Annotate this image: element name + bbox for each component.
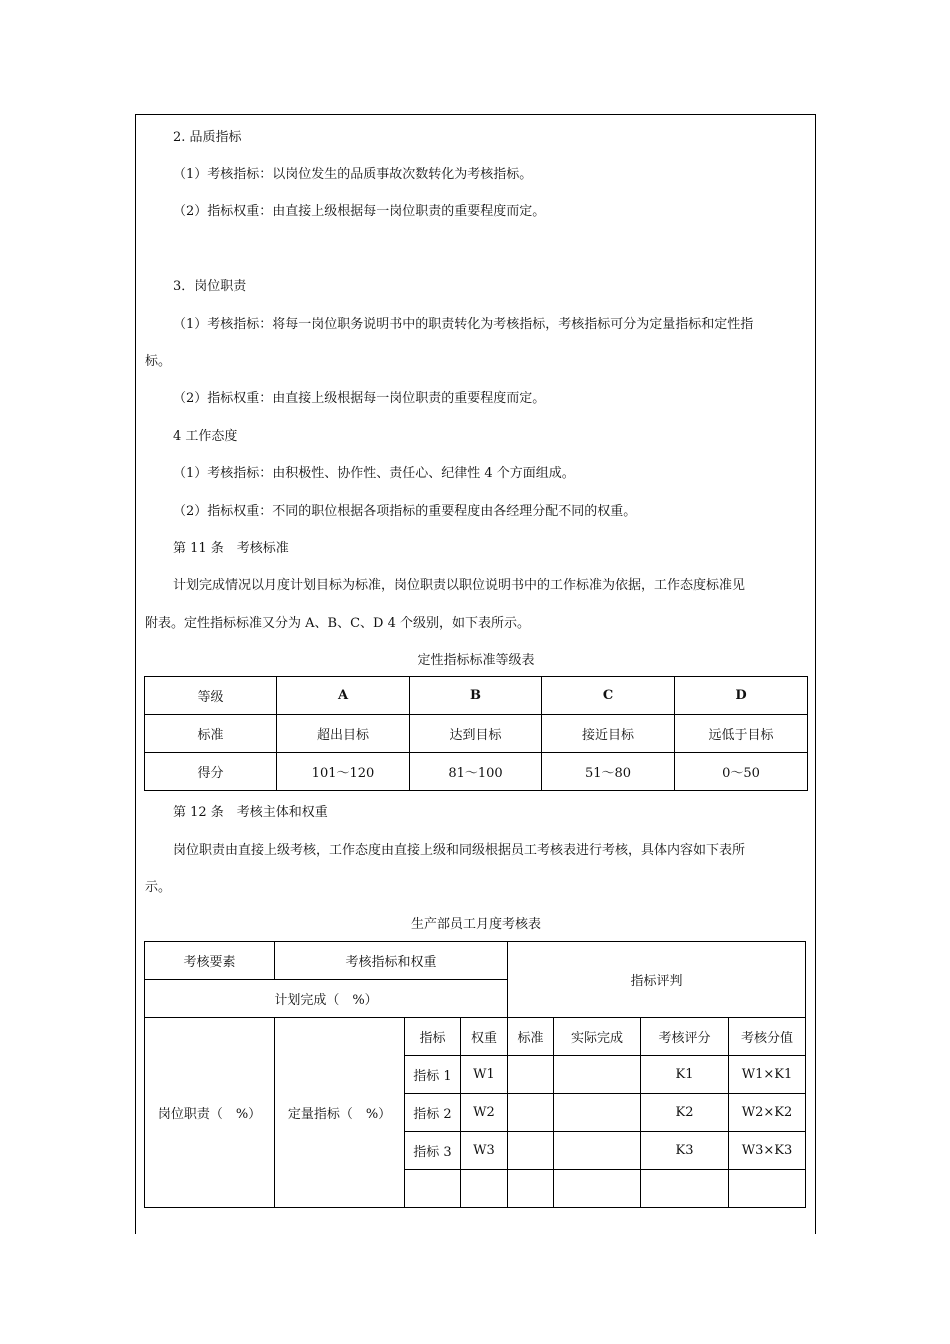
table-cell — [554, 1056, 641, 1094]
table-cell — [554, 1094, 641, 1132]
grade-header-cell: A — [277, 677, 410, 715]
grade-cell: 0～50 — [675, 753, 808, 791]
column-header-cell: 实际完成 — [554, 1018, 641, 1056]
grade-cell: 81～100 — [410, 753, 542, 791]
table-cell: W3×K3 — [729, 1132, 806, 1170]
grade-cell: 超出目标 — [277, 715, 410, 753]
table-cell: W2×K2 — [729, 1094, 806, 1132]
article-11-title: 第 11 条 考核标准 — [173, 541, 289, 556]
grade-cell: 达到目标 — [410, 715, 542, 753]
evaluation-header-cell: 指标评判 — [508, 942, 806, 1018]
section-3-item-1: （1）考核指标：将每一岗位职务说明书中的职责转化为考核指标，考核指标可分为定量指标和定性指 — [173, 317, 754, 332]
grade-cell: 接近目标 — [542, 715, 675, 753]
column-header-cell: 指标 — [405, 1018, 461, 1056]
indicator-weight-header-cell: 考核指标和权重 — [275, 942, 508, 980]
grade-table-header-row — [145, 677, 808, 715]
grade-table — [144, 676, 808, 791]
post-duty-cell: 岗位职责（ %） — [145, 1018, 275, 1208]
table-cell — [508, 1170, 554, 1208]
monthly-table-caption: 生产部员工月度考核表 — [410, 917, 541, 932]
table-cell — [554, 1170, 641, 1208]
table-cell — [508, 1132, 554, 1170]
grade-header-cell: 等级 — [145, 677, 277, 715]
table-cell — [641, 1170, 729, 1208]
section-4-title: 4 工作态度 — [173, 429, 238, 444]
table-cell: W1 — [461, 1056, 508, 1094]
table-cell: W2 — [461, 1094, 508, 1132]
element-header-cell: 考核要素 — [145, 942, 275, 980]
grade-header-cell: C — [542, 677, 675, 715]
section-3-title: 3．岗位职责 — [173, 279, 247, 294]
column-header-cell: 标准 — [508, 1018, 554, 1056]
grade-table-row — [145, 715, 808, 753]
article-12-para-cont: 示。 — [145, 880, 172, 895]
section-2-item-1: （1）考核指标：以岗位发生的品质事故次数转化为考核指标。 — [173, 167, 533, 182]
section-3-item-2: （2）指标权重：由直接上级根据每一岗位职责的重要程度而定。 — [173, 391, 546, 406]
column-header-cell: 权重 — [461, 1018, 508, 1056]
article-12-para: 岗位职责由直接上级考核，工作态度由直接上级和同级根据员工考核表进行考核，具体内容如下表所 — [173, 843, 746, 858]
article-11-para-cont: 附表。定性指标标准又分为 A、B、C、D 4 个级别，如下表所示。 — [145, 616, 530, 631]
monthly-table-row — [145, 942, 806, 980]
table-cell: W1×K1 — [729, 1056, 806, 1094]
table-cell — [508, 1094, 554, 1132]
article-11-para: 计划完成情况以月度计划目标为标准，岗位职责以职位说明书中的工作标准为依据，工作态度标准见 — [173, 578, 746, 593]
table-cell: 指标 2 — [405, 1094, 461, 1132]
grade-table-caption: 定性指标标准等级表 — [417, 653, 535, 668]
grade-cell: 101～120 — [277, 753, 410, 791]
table-cell: 指标 1 — [405, 1056, 461, 1094]
table-cell — [405, 1170, 461, 1208]
grade-cell: 远低于目标 — [675, 715, 808, 753]
table-cell: W3 — [461, 1132, 508, 1170]
monthly-assessment-table — [144, 941, 806, 1208]
grade-table-row — [145, 753, 808, 791]
table-cell — [508, 1056, 554, 1094]
monthly-table-row — [145, 1018, 806, 1056]
table-cell: K3 — [641, 1132, 729, 1170]
grade-header-cell: D — [675, 677, 808, 715]
section-2-title: 2. 品质指标 — [173, 130, 242, 145]
article-12-title: 第 12 条 考核主体和权重 — [173, 805, 328, 820]
grade-cell: 51～80 — [542, 753, 675, 791]
quant-indicator-cell: 定量指标（ %） — [275, 1018, 405, 1208]
table-cell — [729, 1170, 806, 1208]
column-header-cell: 考核评分 — [641, 1018, 729, 1056]
section-4-item-2: （2）指标权重：不同的职位根据各项指标的重要程度由各经理分配不同的权重。 — [173, 504, 637, 519]
plan-complete-cell: 计划完成（ %） — [145, 980, 508, 1018]
table-cell — [461, 1170, 508, 1208]
grade-cell: 得分 — [145, 753, 277, 791]
section-4-item-1: （1）考核指标：由积极性、协作性、责任心、纪律性 4 个方面组成。 — [173, 466, 575, 481]
section-2-item-2: （2）指标权重：由直接上级根据每一岗位职责的重要程度而定。 — [173, 204, 546, 219]
grade-header-cell: B — [410, 677, 542, 715]
table-cell: K1 — [641, 1056, 729, 1094]
grade-cell: 标准 — [145, 715, 277, 753]
table-cell — [554, 1132, 641, 1170]
column-header-cell: 考核分值 — [729, 1018, 806, 1056]
table-cell: 指标 3 — [405, 1132, 461, 1170]
table-cell: K2 — [641, 1094, 729, 1132]
section-3-item-1-cont: 标。 — [145, 354, 172, 369]
